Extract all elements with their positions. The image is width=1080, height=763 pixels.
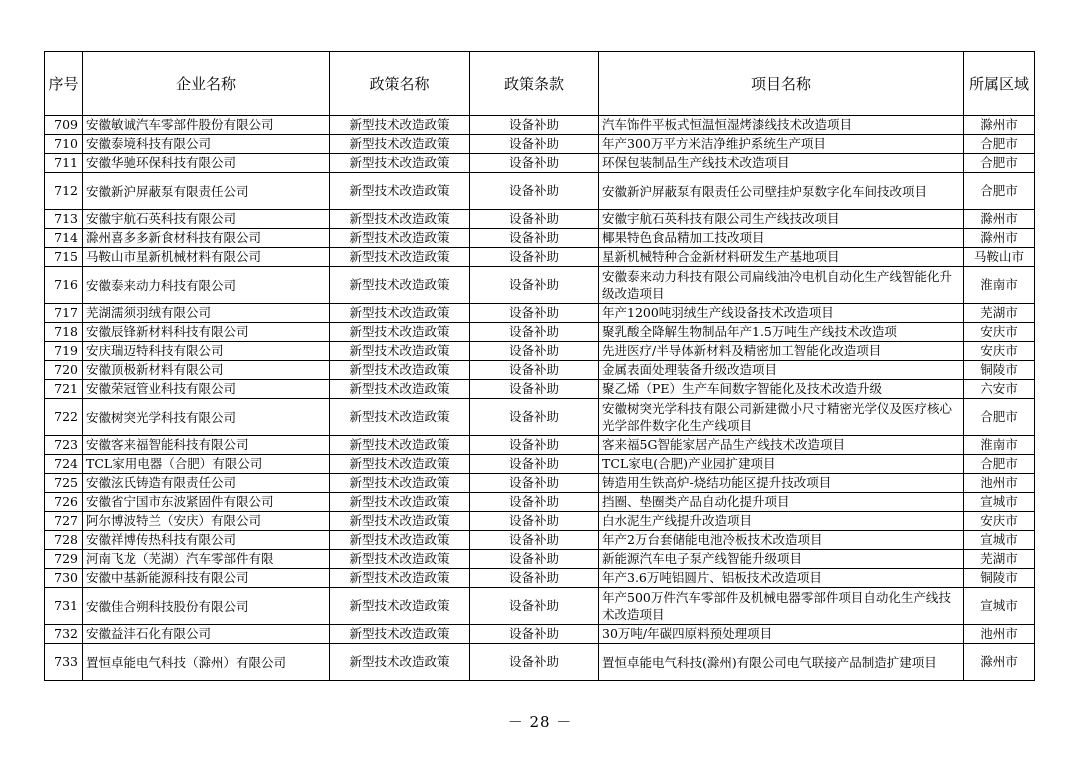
- cell-seq: 713: [45, 210, 83, 229]
- cell-clause: 设备补助: [470, 267, 599, 304]
- table-row: [45, 323, 1035, 342]
- cell-project: TCL家电(合肥)产业园扩建项目: [599, 455, 964, 474]
- cell-project: 年产1200吨羽绒生产线设备技术改造项目: [599, 304, 964, 323]
- cell-clause: 设备补助: [470, 399, 599, 436]
- cell-region: 滁州市: [964, 644, 1035, 681]
- table-row: [45, 116, 1035, 135]
- cell-company: 阿尔博波特兰（安庆）有限公司: [83, 512, 330, 531]
- cell-seq: 719: [45, 342, 83, 361]
- cell-seq: 721: [45, 380, 83, 399]
- cell-policy: 新型技术改造政策: [330, 116, 470, 135]
- cell-clause: 设备补助: [470, 380, 599, 399]
- cell-project: 年产300万平方米洁净维护系统生产项目: [599, 135, 964, 154]
- cell-seq: 728: [45, 531, 83, 550]
- table-row: [45, 436, 1035, 455]
- cell-project: 客来福5G智能家居产品生产线技术改造项目: [599, 436, 964, 455]
- cell-company: 安徽辰锋新材料科技有限公司: [83, 323, 330, 342]
- cell-company: 安徽泰境科技有限公司: [83, 135, 330, 154]
- table-row: [45, 474, 1035, 493]
- table-row: [45, 342, 1035, 361]
- table-row: [45, 644, 1035, 681]
- cell-project: 年产500万件汽车零部件及机械电器零部件项目自动化生产线技术改造项目: [599, 588, 964, 625]
- cell-company: 安徽树突光学科技有限公司: [83, 399, 330, 436]
- cell-policy: 新型技术改造政策: [330, 304, 470, 323]
- cell-region: 宣城市: [964, 588, 1035, 625]
- cell-region: 安庆市: [964, 323, 1035, 342]
- cell-policy: 新型技术改造政策: [330, 135, 470, 154]
- table-row: [45, 399, 1035, 436]
- cell-policy: 新型技术改造政策: [330, 154, 470, 173]
- cell-company: 安徽顶极新材料有限公司: [83, 361, 330, 380]
- table-row: [45, 173, 1035, 210]
- header-policy: 政策名称: [330, 52, 470, 116]
- cell-region: 池州市: [964, 625, 1035, 644]
- cell-seq: 730: [45, 569, 83, 588]
- table-body: [45, 116, 1035, 681]
- table-row: [45, 569, 1035, 588]
- cell-clause: 设备补助: [470, 210, 599, 229]
- table-row: [45, 380, 1035, 399]
- cell-project: 汽车饰件平板式恒温恒湿烤漆线技术改造项目: [599, 116, 964, 135]
- table-row: [45, 550, 1035, 569]
- cell-seq: 716: [45, 267, 83, 304]
- cell-seq: 727: [45, 512, 83, 531]
- cell-region: 淮南市: [964, 436, 1035, 455]
- cell-policy: 新型技术改造政策: [330, 644, 470, 681]
- page-number: － 28 －: [507, 713, 573, 731]
- cell-seq: 712: [45, 173, 83, 210]
- cell-region: 六安市: [964, 380, 1035, 399]
- header-project: 项目名称: [599, 52, 964, 116]
- cell-policy: 新型技术改造政策: [330, 569, 470, 588]
- cell-region: 滁州市: [964, 116, 1035, 135]
- cell-region: 宣城市: [964, 493, 1035, 512]
- table-row: [45, 154, 1035, 173]
- cell-company: 安徽祥博传热科技有限公司: [83, 531, 330, 550]
- cell-company: 安庆瑞迈特科技有限公司: [83, 342, 330, 361]
- cell-policy: 新型技术改造政策: [330, 512, 470, 531]
- table-row: [45, 531, 1035, 550]
- cell-seq: 724: [45, 455, 83, 474]
- cell-seq: 710: [45, 135, 83, 154]
- cell-company: 安徽宇航石英科技有限公司: [83, 210, 330, 229]
- cell-region: 合肥市: [964, 135, 1035, 154]
- cell-project: 安徽树突光学科技有限公司新建微小尺寸精密光学仪及医疗核心光学部件数字化生产线项目: [599, 399, 964, 436]
- cell-clause: 设备补助: [470, 493, 599, 512]
- cell-clause: 设备补助: [470, 550, 599, 569]
- cell-company: 芜湖濡须羽绒有限公司: [83, 304, 330, 323]
- cell-policy: 新型技术改造政策: [330, 625, 470, 644]
- cell-policy: 新型技术改造政策: [330, 493, 470, 512]
- cell-clause: 设备补助: [470, 173, 599, 210]
- header-seq: 序号: [45, 52, 83, 116]
- cell-seq: 711: [45, 154, 83, 173]
- cell-seq: 733: [45, 644, 83, 681]
- cell-region: 铜陵市: [964, 361, 1035, 380]
- table-row: [45, 135, 1035, 154]
- table-row: [45, 267, 1035, 304]
- cell-project: 安徽泰来动力科技有限公司扁线油冷电机自动化生产线智能化升级改造项目: [599, 267, 964, 304]
- cell-company: 河南飞龙（芜湖）汽车零部件有限: [83, 550, 330, 569]
- cell-project: 置恒卓能电气科技(滁州)有限公司电气联接产品制造扩建项目: [599, 644, 964, 681]
- cell-project: 聚乳酸全降解生物制品年产1.5万吨生产线技术改造项: [599, 323, 964, 342]
- cell-policy: 新型技术改造政策: [330, 229, 470, 248]
- table-row: [45, 248, 1035, 267]
- cell-seq: 732: [45, 625, 83, 644]
- cell-policy: 新型技术改造政策: [330, 210, 470, 229]
- cell-project: 年产2万台套储能电池冷板技术改造项目: [599, 531, 964, 550]
- cell-seq: 731: [45, 588, 83, 625]
- cell-clause: 设备补助: [470, 474, 599, 493]
- cell-company: 安徽华驰环保科技有限公司: [83, 154, 330, 173]
- cell-clause: 设备补助: [470, 361, 599, 380]
- cell-project: 金属表面处理装备升级改造项目: [599, 361, 964, 380]
- cell-policy: 新型技术改造政策: [330, 399, 470, 436]
- cell-project: 椰果特色食品精加工技改项目: [599, 229, 964, 248]
- policy-table: [44, 51, 1035, 681]
- cell-policy: 新型技术改造政策: [330, 173, 470, 210]
- cell-region: 马鞍山市: [964, 248, 1035, 267]
- cell-company: 安徽益沣石化有限公司: [83, 625, 330, 644]
- cell-company: 安徽客来福智能科技有限公司: [83, 436, 330, 455]
- header-company: 企业名称: [83, 52, 330, 116]
- cell-clause: 设备补助: [470, 342, 599, 361]
- header-row: [45, 52, 1035, 116]
- cell-policy: 新型技术改造政策: [330, 436, 470, 455]
- cell-region: 宣城市: [964, 531, 1035, 550]
- cell-policy: 新型技术改造政策: [330, 248, 470, 267]
- cell-policy: 新型技术改造政策: [330, 380, 470, 399]
- cell-policy: 新型技术改造政策: [330, 455, 470, 474]
- cell-clause: 设备补助: [470, 248, 599, 267]
- cell-clause: 设备补助: [470, 154, 599, 173]
- cell-policy: 新型技术改造政策: [330, 550, 470, 569]
- cell-region: 池州市: [964, 474, 1035, 493]
- table-row: [45, 625, 1035, 644]
- cell-policy: 新型技术改造政策: [330, 588, 470, 625]
- cell-region: 合肥市: [964, 173, 1035, 210]
- cell-clause: 设备补助: [470, 135, 599, 154]
- cell-project: 年产3.6万吨铝圆片、铝板技术改造项目: [599, 569, 964, 588]
- cell-clause: 设备补助: [470, 436, 599, 455]
- cell-project: 安徽宇航石英科技有限公司生产线技改项目: [599, 210, 964, 229]
- cell-company: 置恒卓能电气科技（滁州）有限公司: [83, 644, 330, 681]
- cell-region: 滁州市: [964, 210, 1035, 229]
- cell-region: 安庆市: [964, 512, 1035, 531]
- cell-company: 滁州喜多多新食材科技有限公司: [83, 229, 330, 248]
- cell-company: 安徽泫氏铸造有限责任公司: [83, 474, 330, 493]
- cell-clause: 设备补助: [470, 323, 599, 342]
- cell-seq: 720: [45, 361, 83, 380]
- cell-clause: 设备补助: [470, 588, 599, 625]
- table-row: [45, 229, 1035, 248]
- cell-project: 聚乙烯（PE）生产车间数字智能化及技术改造升级: [599, 380, 964, 399]
- cell-company: 安徽泰来动力科技有限公司: [83, 267, 330, 304]
- cell-clause: 设备补助: [470, 531, 599, 550]
- cell-seq: 725: [45, 474, 83, 493]
- cell-policy: 新型技术改造政策: [330, 361, 470, 380]
- table-row: [45, 493, 1035, 512]
- header-clause: 政策条款: [470, 52, 599, 116]
- cell-company: 安徽省宁国市东波紧固件有限公司: [83, 493, 330, 512]
- cell-clause: 设备补助: [470, 229, 599, 248]
- cell-project: 先进医疗/半导体新材料及精密加工智能化改造项目: [599, 342, 964, 361]
- cell-project: 环保包装制品生产线技术改造项目: [599, 154, 964, 173]
- cell-region: 合肥市: [964, 399, 1035, 436]
- cell-policy: 新型技术改造政策: [330, 474, 470, 493]
- cell-policy: 新型技术改造政策: [330, 531, 470, 550]
- header-region: 所属区域: [964, 52, 1035, 116]
- cell-region: 芜湖市: [964, 550, 1035, 569]
- cell-region: 滁州市: [964, 229, 1035, 248]
- cell-company: 安徽佳合朔科技股份有限公司: [83, 588, 330, 625]
- cell-clause: 设备补助: [470, 644, 599, 681]
- table-row: [45, 512, 1035, 531]
- cell-clause: 设备补助: [470, 512, 599, 531]
- cell-region: 合肥市: [964, 455, 1035, 474]
- cell-region: 芜湖市: [964, 304, 1035, 323]
- cell-project: 铸造用生铁高炉-烧结功能区提升技改项目: [599, 474, 964, 493]
- table-row: [45, 588, 1035, 625]
- table-row: [45, 210, 1035, 229]
- table-row: [45, 455, 1035, 474]
- cell-company: 安徽新沪屏蔽泵有限责任公司: [83, 173, 330, 210]
- cell-seq: 717: [45, 304, 83, 323]
- cell-policy: 新型技术改造政策: [330, 267, 470, 304]
- cell-seq: 714: [45, 229, 83, 248]
- cell-clause: 设备补助: [470, 625, 599, 644]
- cell-clause: 设备补助: [470, 455, 599, 474]
- cell-company: 马鞍山市星新机械材料有限公司: [83, 248, 330, 267]
- cell-region: 合肥市: [964, 154, 1035, 173]
- cell-project: 30万吨/年碳四原料预处理项目: [599, 625, 964, 644]
- cell-policy: 新型技术改造政策: [330, 342, 470, 361]
- cell-project: 白水泥生产线提升改造项目: [599, 512, 964, 531]
- cell-project: 挡圈、垫圈类产品自动化提升项目: [599, 493, 964, 512]
- cell-clause: 设备补助: [470, 116, 599, 135]
- cell-seq: 723: [45, 436, 83, 455]
- cell-seq: 709: [45, 116, 83, 135]
- cell-policy: 新型技术改造政策: [330, 323, 470, 342]
- cell-company: 安徽中基新能源科技有限公司: [83, 569, 330, 588]
- cell-project: 星新机械特种合金新材料研发生产基地项目: [599, 248, 964, 267]
- cell-company: 安徽荣冠管业科技有限公司: [83, 380, 330, 399]
- cell-seq: 718: [45, 323, 83, 342]
- cell-project: 新能源汽车电子泵产线智能升级项目: [599, 550, 964, 569]
- cell-project: 安徽新沪屏蔽泵有限责任公司壁挂炉泵数字化车间技改项目: [599, 173, 964, 210]
- cell-seq: 722: [45, 399, 83, 436]
- cell-region: 淮南市: [964, 267, 1035, 304]
- cell-region: 安庆市: [964, 342, 1035, 361]
- cell-clause: 设备补助: [470, 304, 599, 323]
- table-row: [45, 304, 1035, 323]
- cell-company: TCL家用电器（合肥）有限公司: [83, 455, 330, 474]
- cell-seq: 715: [45, 248, 83, 267]
- cell-seq: 726: [45, 493, 83, 512]
- cell-seq: 729: [45, 550, 83, 569]
- table-row: [45, 361, 1035, 380]
- cell-clause: 设备补助: [470, 569, 599, 588]
- cell-company: 安徽敏诚汽车零部件股份有限公司: [83, 116, 330, 135]
- cell-region: 铜陵市: [964, 569, 1035, 588]
